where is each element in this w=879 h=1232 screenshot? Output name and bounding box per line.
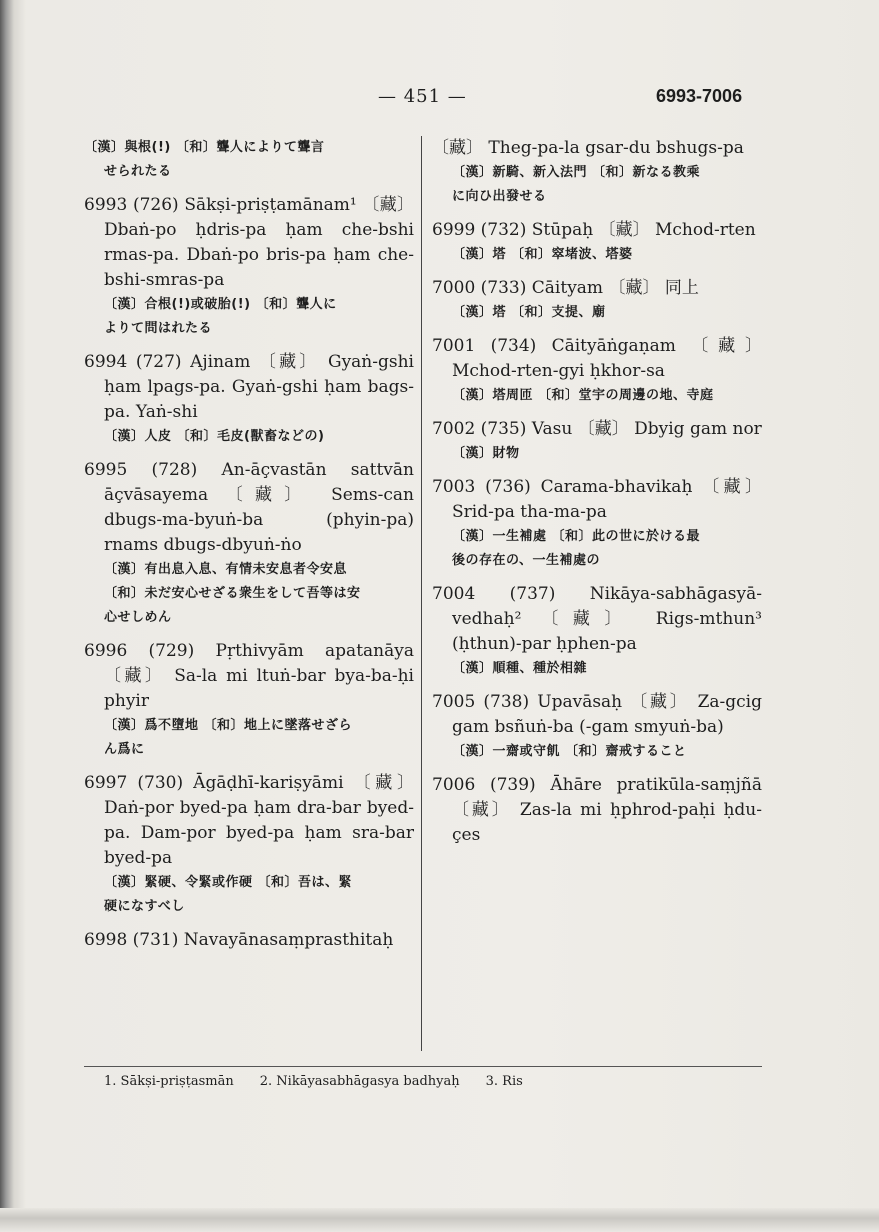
translation-line: 〔漢〕有出息入息、有情未安息者令安息: [104, 562, 348, 577]
entry-gap: [432, 681, 762, 690]
translation-line: 〔和〕未だ安心せざる衆生をして吾等は安: [104, 586, 361, 601]
footnote: 1. Sākṣi-priṣṭasmān: [104, 1074, 234, 1089]
right-column: [432, 136, 762, 848]
footnote: 3. Ris: [485, 1074, 523, 1089]
entry-text: 6993 (726) Sākṣi-priṣṭamānam¹ 〔藏〕 Dbaṅ-po ḥdris-pa ḥam che-bshi rmas-pa. Dbaṅ-po bris-pa ḥam che-bshi-smras-pa: [84, 195, 414, 290]
entry-gap: [432, 573, 762, 582]
entry-text: 7001 (734) Cāityāṅgaṇam 〔藏〕 Mchod-rten-gyi ḥkhor-sa: [432, 336, 762, 381]
footnote-rule: [84, 1066, 762, 1067]
translation-line: 〔漢〕合根(!)或破胎(!) 〔和〕聾人に: [104, 297, 337, 312]
entry-text: 7005 (738) Upavāsaḥ 〔藏〕 Za-gcig gam bsñuṅ-ba (-gam smyuṅ-ba): [432, 692, 762, 737]
left-column: [84, 136, 414, 953]
entry-text: 6998 (731) Navayānasaṃprasthitaḥ: [84, 930, 394, 950]
entry-text: 6994 (727) Ajinam 〔藏〕 Gyaṅ-gshi ḥam lpags-pa. Gyaṅ-gshi ḥam bags-pa. Yaṅ-shi: [84, 352, 414, 422]
entry-text: 7006 (739) Āhāre pratikūla-saṃjñā 〔藏〕 Zas-la mi ḥphrod-paḥi ḥdu-çes: [432, 775, 762, 845]
entry-gap: [84, 449, 414, 458]
translation-line: 〔漢〕一生補處 〔和〕此の世に於ける最: [452, 529, 701, 544]
translation-line: 〔漢〕與根(!) 〔和〕聾人によりて聾言: [84, 140, 325, 155]
translation-line: 〔漢〕塔 〔和〕支提、廟: [452, 305, 606, 320]
entry-gap: [84, 184, 414, 193]
entry-text: 6996 (729) Pṛthivyām apatanāya 〔藏〕 Sa-la mi ltuṅ-bar bya-ba-ḥi phyir: [84, 641, 414, 711]
column-divider: [421, 136, 422, 1051]
translation-line: 〔漢〕新騎、新入法門 〔和〕新なる教乘: [452, 165, 701, 180]
translation-line: 〔漢〕爲不墮地 〔和〕地上に墜落せざら: [104, 718, 353, 733]
entry-gap: [84, 630, 414, 639]
page-bottom-edge: [0, 1208, 879, 1232]
translation-line: 後の存在の、一生補處の: [452, 553, 600, 568]
entry-text: 7000 (733) Cāityam 〔藏〕 同上: [432, 278, 699, 298]
translation-line: 硬になすべし: [104, 899, 185, 914]
translation-line: 〔漢〕財物: [452, 446, 520, 461]
entry-text: 6995 (728) An-āçvastān sattvān āçvāsayema 〔藏〕 Sems-can dbugs-ma-byuṅ-ba (phyin-pa) rnams dbugs-dbyuṅ-ṅo: [84, 460, 414, 555]
entry-text: 6997 (730) Āgāḍhī-kariṣyāmi 〔藏〕 Daṅ-por byed-pa ḥam dra-bar byed-pa. Dam-por byed-pa ḥam sra-bar byed-pa: [84, 773, 414, 868]
entry-gap: [84, 919, 414, 928]
translation-line: 〔漢〕塔 〔和〕窣堵波、塔婆: [452, 247, 633, 262]
translation-line: 〔漢〕人皮 〔和〕毛皮(獸畜などの): [104, 429, 325, 444]
entry-gap: [432, 209, 762, 218]
entry-text: 7002 (735) Vasu 〔藏〕 Dbyig gam nor: [432, 419, 762, 439]
entry-gap: [432, 466, 762, 475]
translation-line: 〔漢〕一齋或守飢 〔和〕齋戒すること: [452, 744, 687, 759]
entry-text: 〔藏〕 Theg-pa-la gsar-du bshugs-pa: [432, 138, 744, 158]
entry-gap: [432, 408, 762, 417]
translation-line: ん爲に: [104, 742, 145, 757]
page-number: — 451 —: [378, 86, 467, 107]
translation-line: 〔漢〕緊硬、令緊或作硬 〔和〕吾は、緊: [104, 875, 353, 890]
translation-line: 〔漢〕順種、種於相雜: [452, 661, 588, 676]
entry-text: 7003 (736) Carama-bhavikaḥ 〔藏〕 Srid-pa tha-ma-pa: [432, 477, 762, 522]
footnote: 2. Nikāyasabhāgasya badhyaḥ: [259, 1074, 460, 1089]
entry-text: 6999 (732) Stūpaḥ 〔藏〕 Mchod-rten: [432, 220, 756, 240]
translation-line: せられたる: [104, 164, 172, 179]
entry-text: 7004 (737) Nikāya-sabhāgasyā-vedhaḥ² 〔藏〕 Rigs-mthun³ (ḥthun)-par ḥphen-pa: [432, 584, 762, 654]
entry-gap: [84, 762, 414, 771]
entry-gap: [432, 325, 762, 334]
footnotes: [104, 1074, 549, 1089]
translation-line: に向ひ出發せる: [452, 189, 547, 204]
translation-line: 心せしめん: [104, 610, 172, 625]
entry-gap: [432, 764, 762, 773]
entry-gap: [432, 267, 762, 276]
translation-line: 〔漢〕塔周匝 〔和〕堂宇の周邊の地、寺庭: [452, 388, 714, 403]
entry-range: 6993-7006: [656, 86, 743, 106]
translation-line: よりて問はれたる: [104, 321, 213, 336]
entry-gap: [84, 341, 414, 350]
